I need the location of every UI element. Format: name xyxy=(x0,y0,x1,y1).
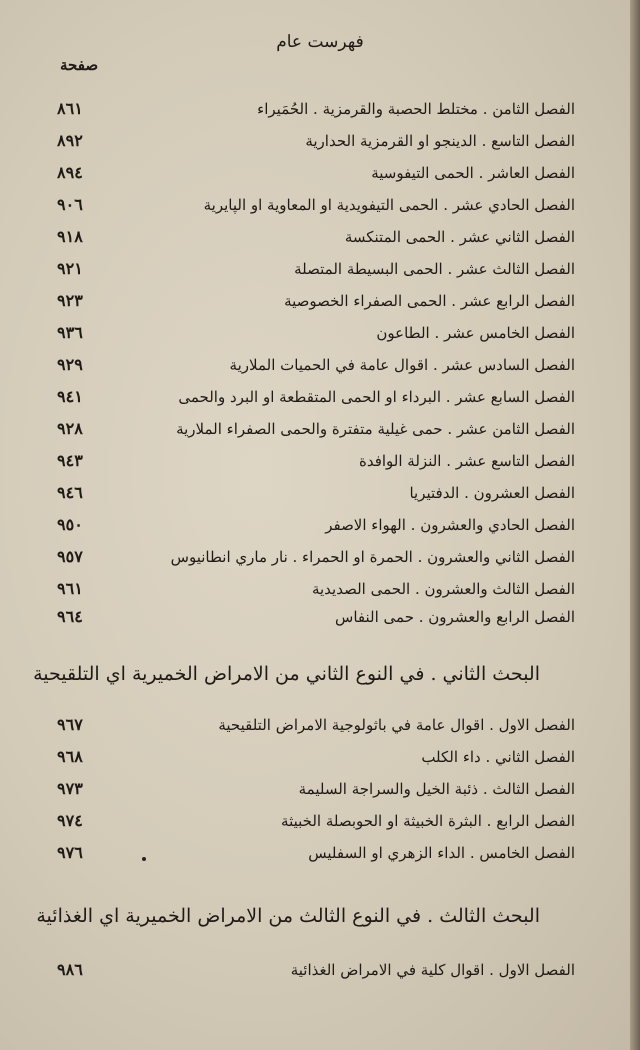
toc-entry-page: ٩١٨ xyxy=(57,227,83,246)
toc-entry xyxy=(45,574,575,604)
toc-entry-title: الفصل التاسع . الدينجو او القرمزية الحدارية xyxy=(305,132,575,150)
toc-entry xyxy=(45,382,575,412)
toc-entry-page: ٩٢٨ xyxy=(57,419,83,438)
toc-entry-page: ٩٦٧ xyxy=(57,715,83,734)
toc-entry-title: الفصل الخامس . الداء الزهري او السفليس xyxy=(308,844,575,862)
toc-entry xyxy=(45,478,575,508)
toc-entry-title: الفصل العاشر . الحمى التيفوسية xyxy=(371,164,575,182)
toc-entry-title: الفصل الثاني . داء الكلب xyxy=(421,748,575,766)
toc-entry-title: الفصل الثالث عشر . الحمى البسيطة المتصلة xyxy=(294,260,575,278)
toc-entry-title: الفصل الثاني والعشرون . الحمرة او الحمراء . نار ماري انطانيوس xyxy=(170,548,575,566)
toc-entry-title: الفصل الخامس عشر . الطاعون xyxy=(376,324,575,342)
toc-entry xyxy=(45,318,575,348)
toc-entry xyxy=(45,774,575,804)
toc-entry-page: ٨٩٢ xyxy=(57,131,83,150)
section-heading: البحث الثالث . في النوع الثالث من الامراض الخميرية اي الغذائية xyxy=(36,905,540,927)
toc-entry-title: الفصل الثالث والعشرون . الحمى الصديدية xyxy=(311,580,575,598)
toc-entry-page: ٨٦١ xyxy=(57,99,83,118)
toc-entry xyxy=(45,510,575,540)
toc-entry xyxy=(45,955,575,985)
page-header: فهرست عام xyxy=(276,32,364,52)
toc-entry-page: ٩٤٦ xyxy=(57,483,83,502)
toc-entry-title: الفصل الرابع . البثرة الخبيثة او الحوبصلة الخبيثة xyxy=(281,812,575,830)
stray-ink-dot xyxy=(142,857,146,861)
toc-entry-title: الفصل الثامن عشر . حمى غيلية متفترة والحمى الصفراء الملارية xyxy=(176,420,575,438)
toc-entry-page: ٩٥٠ xyxy=(57,515,83,534)
toc-entry-title: الفصل الرابع عشر . الحمى الصفراء الخصوصية xyxy=(284,292,575,310)
toc-entry-page: ٨٩٤ xyxy=(57,163,83,182)
toc-entry-title: الفصل العشرون . الدفتيريا xyxy=(409,484,575,502)
toc-entry-page: ٩٤١ xyxy=(57,387,83,406)
toc-entry xyxy=(45,222,575,252)
toc-entry xyxy=(45,414,575,444)
toc-entry-title: الفصل الاول . اقوال عامة في باثولوجية الامراض التلقيحية xyxy=(218,716,575,734)
toc-entry-page: ٩٧٤ xyxy=(57,811,83,830)
toc-entry xyxy=(45,126,575,156)
toc-entry xyxy=(45,838,575,868)
toc-entry xyxy=(45,158,575,188)
toc-entry xyxy=(45,286,575,316)
toc-entry-page: ٩٢٩ xyxy=(57,355,83,374)
toc-entry xyxy=(45,542,575,572)
toc-entry-title: الفصل التاسع عشر . النزلة الوافدة xyxy=(358,452,575,470)
toc-entry xyxy=(45,254,575,284)
toc-entry-title: الفصل السادس عشر . اقوال عامة في الحميات الملارية xyxy=(229,356,575,374)
toc-entry-title: الفصل الحادي والعشرون . الهواء الاصفر xyxy=(325,516,575,534)
toc-entry xyxy=(45,806,575,836)
toc-entry xyxy=(45,602,575,632)
toc-entry-page: ٩٧٦ xyxy=(57,843,83,862)
toc-entry-title: الفصل الثالث . ذئبة الخيل والسراجة السليمة xyxy=(298,780,575,798)
toc-entry-page: ٩٢٣ xyxy=(57,291,83,310)
toc-entry xyxy=(45,710,575,740)
page-column-label: صفحة xyxy=(60,56,99,74)
toc-entry-title: الفصل الرابع والعشرون . حمى النفاس xyxy=(335,608,575,626)
toc-entry-title: الفصل السابع عشر . البرداء او الحمى المتقطعة او البرد والحمى xyxy=(178,388,575,406)
toc-entry-page: ٩٦١ xyxy=(57,579,83,598)
toc-entry-page: ٩٠٦ xyxy=(57,195,83,214)
toc-entry-page: ٩٥٧ xyxy=(57,547,83,566)
toc-entry-page: ٩٣٦ xyxy=(57,323,83,342)
toc-entry xyxy=(45,190,575,220)
toc-entry xyxy=(45,446,575,476)
toc-entry-title: الفصل الاول . اقوال كلية في الامراض الغذائية xyxy=(290,961,575,979)
toc-entry-title: الفصل الثاني عشر . الحمى المتنكسة xyxy=(344,228,575,246)
toc-entry xyxy=(45,350,575,380)
toc-entry-page: ٩٤٣ xyxy=(57,451,83,470)
toc-entry-title: الفصل الحادي عشر . الحمى التيفويدية او المعاوية او الپايرية xyxy=(203,196,575,214)
toc-entry-page: ٩٦٤ xyxy=(57,607,83,626)
toc-entry xyxy=(45,94,575,124)
toc-entry-page: ٩٦٨ xyxy=(57,747,83,766)
toc-entry-page: ٩٢١ xyxy=(57,259,83,278)
toc-entry-page: ٩٧٣ xyxy=(57,779,83,798)
toc-entry-title: الفصل الثامن . مختلط الحصبة والقرمزية . الحُمَيراء xyxy=(257,100,575,118)
toc-entry xyxy=(45,742,575,772)
toc-entry-page: ٩٨٦ xyxy=(57,960,83,979)
book-spine-edge xyxy=(630,0,640,1050)
section-heading: البحث الثاني . في النوع الثاني من الامراض الخميرية اي التلقيحية xyxy=(33,663,540,685)
